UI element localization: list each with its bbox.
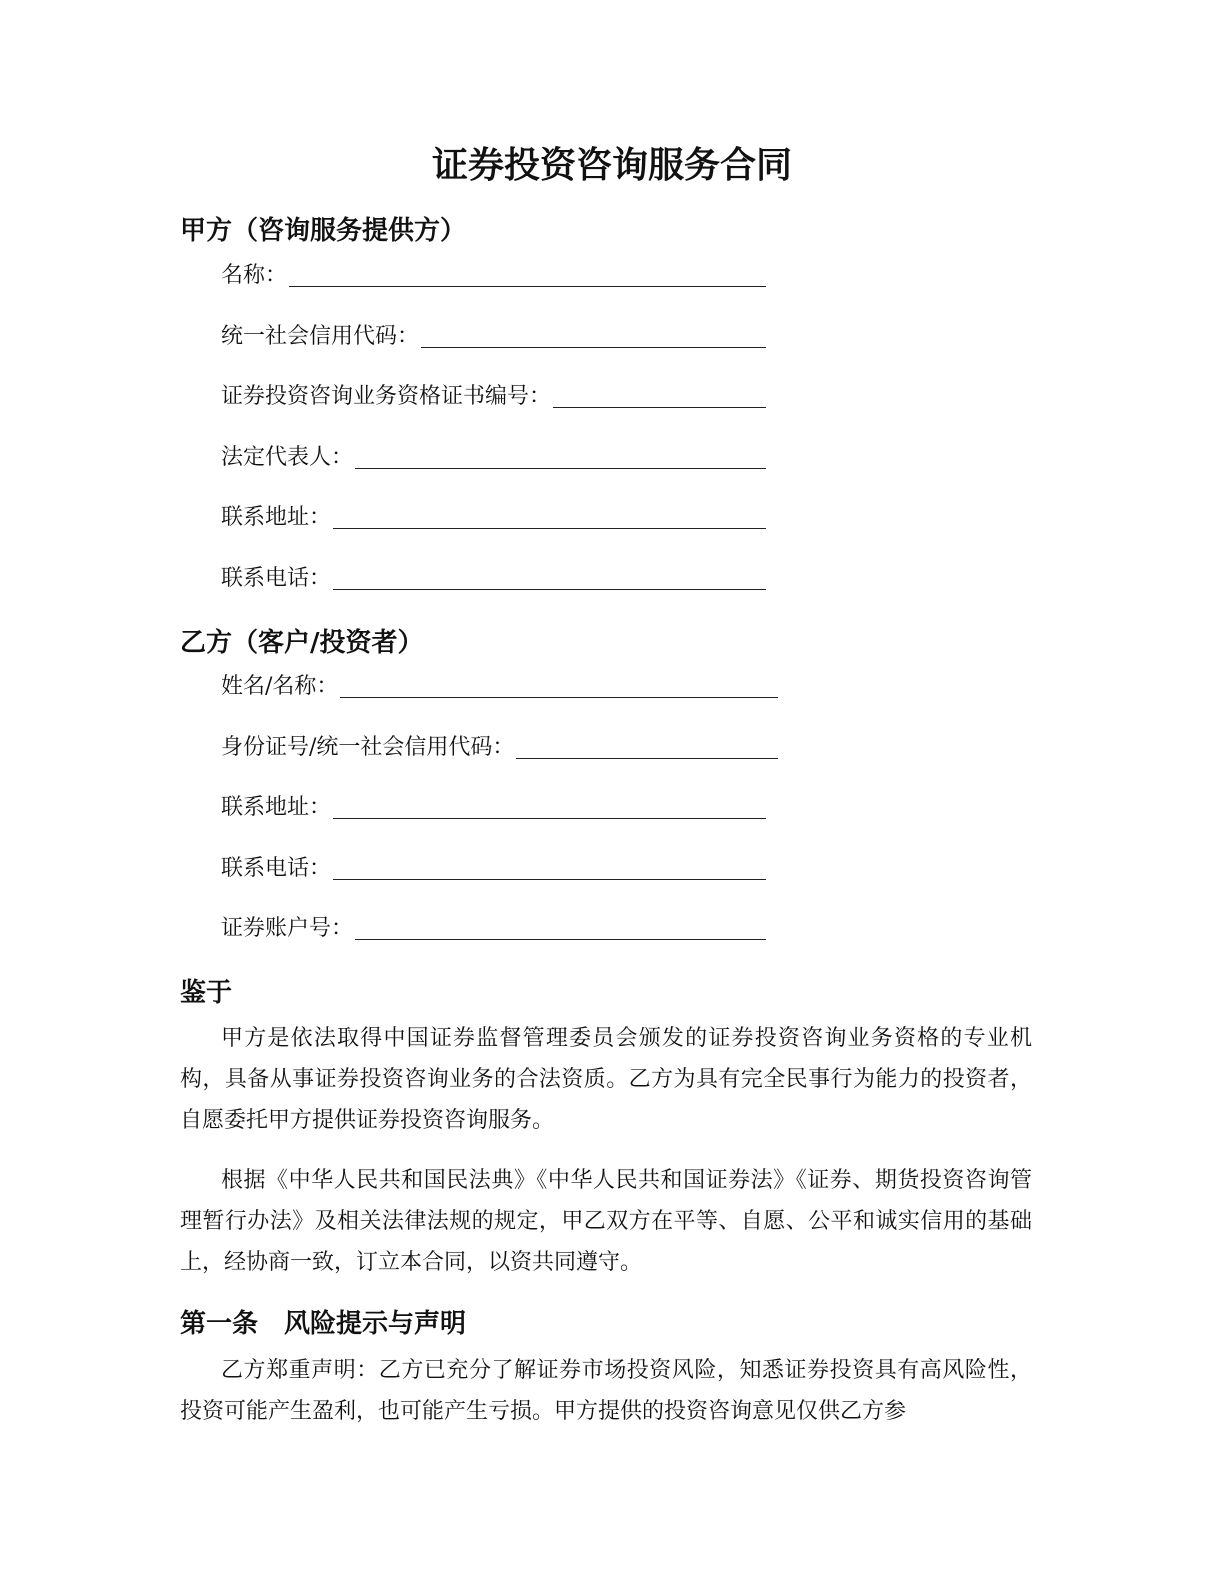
field-label: 证券账户号： (221, 916, 354, 941)
blank-line (333, 818, 766, 819)
blank-line (333, 528, 766, 529)
blank-line (553, 407, 766, 408)
article-1-paragraph: 乙方郑重声明：乙方已充分了解证券市场投资风险，知悉证券投资具有高风险性，投资可能产生盈利，也可能产生亏损。甲方提供的投资咨询意见仅供乙方参 (180, 1358, 1032, 1424)
whereas-heading: 鉴于 (180, 978, 233, 1008)
party-b-id-number-field[interactable] (221, 731, 778, 765)
party-a-credit-code-field[interactable] (221, 320, 766, 354)
field-label: 姓名/名称： (221, 674, 339, 699)
field-label: 联系电话： (221, 856, 332, 881)
party-b-heading: 乙方（客户/投资者） (180, 628, 424, 658)
blank-line (340, 697, 778, 698)
blank-line (355, 939, 766, 940)
blank-line (355, 468, 766, 469)
whereas-paragraph-1: 甲方是依法取得中国证券监督管理委员会颁发的证券投资咨询业务资格的专业机构，具备从事证券投资咨询业务的合法资质。乙方为具有完全民事行为能力的投资者，自愿委托甲方提供证券投资咨询服务。 (180, 1026, 1032, 1133)
field-label: 名称： (221, 263, 288, 288)
blank-line (289, 286, 766, 287)
whereas-paragraph-2: 根据《中华人民共和国民法典》《中华人民共和国证券法》《证券、期货投资咨询管理暂行办法》及相关法律法规的规定，甲乙双方在平等、自愿、公平和诚实信用的基础上，经协商一致，订立本合同，以资共同遵守。 (180, 1168, 1032, 1275)
field-label: 联系地址： (221, 795, 332, 820)
field-label: 统一社会信用代码： (221, 324, 420, 349)
party-b-name-field[interactable] (221, 670, 778, 704)
party-a-phone-field[interactable] (221, 562, 766, 596)
party-b-securities-account-field[interactable] (221, 912, 766, 946)
party-b-phone-field[interactable] (221, 852, 766, 886)
field-label: 联系电话： (221, 566, 332, 591)
field-label: 联系地址： (221, 505, 332, 530)
party-a-license-number-field[interactable] (221, 380, 766, 414)
field-label: 证券投资咨询业务资格证书编号： (221, 384, 552, 409)
party-a-name-field[interactable] (221, 259, 766, 293)
party-b-address-field[interactable] (221, 791, 766, 825)
party-a-legal-rep-field[interactable] (221, 441, 766, 475)
field-label: 身份证号/统一社会信用代码： (221, 735, 515, 760)
party-a-heading: 甲方（咨询服务提供方） (180, 216, 467, 246)
party-a-address-field[interactable] (221, 501, 766, 535)
blank-line (421, 347, 766, 348)
blank-line (333, 879, 766, 880)
field-label: 法定代表人： (221, 445, 354, 470)
article-1-heading: 第一条 风险提示与声明 (180, 1309, 467, 1339)
blank-line (516, 758, 778, 759)
blank-line (333, 589, 766, 590)
document-title: 证券投资咨询服务合同 (431, 145, 792, 186)
